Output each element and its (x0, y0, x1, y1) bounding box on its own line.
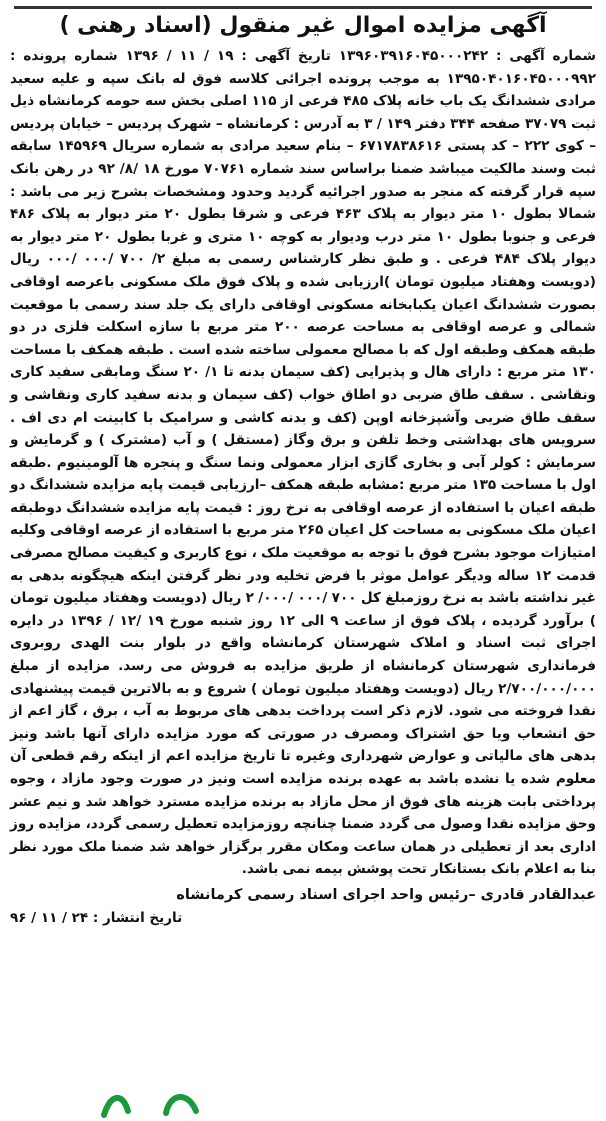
publish-date: تاریخ انتشار : ۲۴ / ۱۱ / ۹۶ (10, 909, 183, 926)
signature-line: عبدالقادر قادری –رئیس واحد اجرای اسناد رسمی کرمانشاه (176, 886, 596, 903)
announcement-body: شماره آگهی : ۱۳۹۶۰۳۹۱۶۰۴۵۰۰۰۲۴۲ تاریخ آگهی : ۱۹ / ۱۱ / ۱۳۹۶ شماره پرونده : ۱۳۹۵۰۴۰۱۶۰۴۵۰۰۰۹۹۲ به موجب پرونده اجرائی کلاسه فوق له بانک سپه و علیه سعید مرادی ششدانگ یک باب خانه پلاک ۴۸۵ فرعی از ۱۱۵ اصلی بخش سه حومه کرمانشاه ذیل ثبت ۳۷۰۷۹ صفحه ۳۴۴ دفتر ۱۴۹ / ۳ به آدرس : کرمانشاه – شهرک پردیس – خیابان پردیس – کوی ۲۲۲ – کد پستی ۶۷۱۷۸۳۸۶۱۶ – بنام سعید مرادی به شماره سریال ۱۴۵۹۶۹ سابقه ثبت وسند مالکیت میباشد ضمنا براساس سند شماره ۷۰۷۶۱ مورخ ۱۸ /۸/ ۹۲ در رهن بانک سپه قرار گرفته که منجر به صدور اجرائیه گردید وحدود ومشخصات بشرح زیر می باشد : شمالا بطول ۱۰ متر دیوار به پلاک ۴۶۳ فرعی و شرقا بطول ۲۰ متر دیوار به پلاک ۴۸۶ فرعی و جنوبا بطول ۱۰ متر درب ودیوار به کوچه ۱۰ متری و غربا بطول ۲۰ متر دیوار به دیوار پلاک ۴۸۴ فرعی . و طبق نظر کارشناس رسمی به مبلغ ۲/ ۷۰۰ /۰۰۰ /۰۰۰ ریال (دویست وهفتاد میلیون تومان )ارزیابی شده و پلاک فوق ملک مسکونی باعرصه اوقافی بصورت ششدانگ اعیان یکبابخانه مسکونی اوقافی دارای یک جلد سند رسمی با موقعیت شمالی و عرصه اوقافی به مساحت عرصه ۲۰۰ متر مربع با سازه اسکلت فلزی در دو طبقه همکف وطبقه اول که با مصالح معمولی ساخته شده است . طبقه همکف با مساحت ۱۳۰ متر مربع : دارای هال و پذیرایی (کف سیمان بدنه تا ۱/ ۲۰ سنگ ومابقی سفید کاری ونقاشی . سقف طاق ضربی دو اطاق خواب (کف سیمان و بدنه سفید کاری ونقاشی و سقف طاق ضربی وآشپزخانه اوپن (کف و بدنه کاشی و سرامیک با کابینت ام دی اف . سرویس های بهداشتی وخط تلفن و برق وگاز (مستقل ) و آب (مشترک ) و گرمایش و سرمایش : کولر آبی و بخاری گازی ابزار معمولی ونما سنگ و پنجره ها آلومینیوم .طبقه اول با مساحت ۱۳۵ متر مربع :مشابه طبقه همکف –ارزیابی قیمت پایه مزایده ششدانگ دو طبقه اعیان با استفاده از عرصه اوقافی به نرخ روز : قیمت پایه مزایده ششدانگ دوطبقه اعیان ملک مسکونی به مساحت کل اعیان ۲۶۵ متر مربع با استفاده از عرصه اوقافی وکلیه امتیازات موجود بشرح فوق با توجه به موقعیت ملک ، نوع کاربری و کیفیت مصالح مصرفی قدمت ۱۲ ساله ودیگر عوامل موثر با فرض تخلیه ودر نظر گرفتن اینکه هیچگونه بدهی به غیر نداشته باشد به نرخ روزمبلغ کل ۷۰۰ /۰۰۰ /۰۰۰/ ۲ ریال (دویست وهفتاد میلیون تومان ) برآورد گردیده ، پلاک فوق از ساعت ۹ الی ۱۲ روز شنبه مورخ ۱۹ /۱۲ / ۱۳۹۶ در دایره اجرای ثبت اسناد و املاک شهرستان کرمانشاه واقع در بلوار بنت الهدی روبروی فرمانداری شهرستان کرمانشاه از طریق مزایده به فروش می رسد. مزایده از مبلغ ۲/۷۰۰/۰۰۰/۰۰۰ ریال (دویست وهفتاد میلیون تومان ) شروع و به بالاترین قیمت پیشنهادی نقدا فروخته می شود. لازم ذکر است پرداخت بدهی های مربوط به آب ، برق ، گاز اعم از حق انشعاب ویا حق اشتراک ومصرف در صورتی که مورد مزایده دارای آنها باشد ونیز بدهی های مالیاتی و عوارض شهرداری وغیره تا تاریخ مزایده اعم از اینکه رقم قطعی آن معلوم شده یا نشده باشد به عهده برنده مزایده است ونیز در صورت وجود مازاد ، وجوه پرداختی بابت هزینه های فوق از محل مازاد به برنده مزایده مسترد خواهد شد و نیم عشر وحق مزایده نقدا وصول می گردد ضمنا چنانچه روزمزایده تعطیل رسمی گردد، مزایده روز اداری بعد از تعطیلی در همان ساعت ومکان مقرر برگزار خواهد شد ضمنا ملک مورد نظر بنا به اعلام بانک بستانکار تحت پوشش بیمه نمی باشد. (10, 48, 597, 878)
announcement-title: آگهی مزایده اموال غیر منقول (اسناد رهنی ) (59, 13, 547, 38)
top-divider (14, 6, 592, 9)
footer-row (10, 907, 596, 929)
